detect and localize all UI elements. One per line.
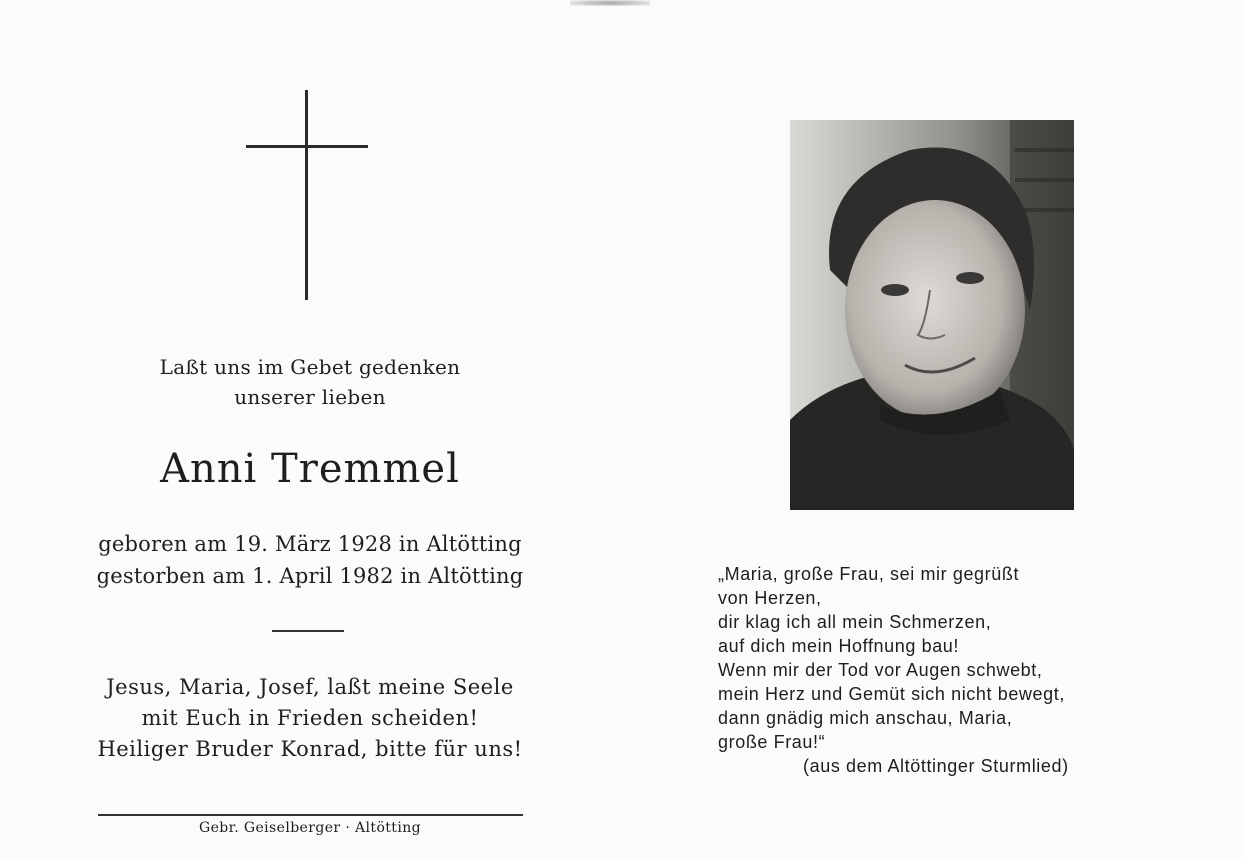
poem-line: mein Herz und Gemüt sich nicht bewegt, — [718, 684, 1065, 704]
cross-horizontal-bar — [246, 145, 368, 148]
poem-line: dir klag ich all mein Schmerzen, — [718, 612, 992, 632]
prayer-line: Jesus, Maria, Josef, laßt meine Seele — [106, 675, 514, 699]
intro-line: unserer lieben — [234, 385, 386, 409]
life-dates — [60, 528, 560, 592]
poem-line: von Herzen, — [718, 588, 822, 608]
prayer-line: mit Euch in Frieden scheiden! — [141, 706, 479, 730]
divider-short — [272, 630, 344, 632]
prayer-line: Heiliger Bruder Konrad, bitte für uns! — [97, 737, 523, 761]
prayer-text — [60, 672, 560, 765]
printer-imprint: Gebr. Geiselberger · Altötting — [199, 820, 421, 836]
portrait-photo — [790, 120, 1074, 510]
birth-line: geboren am 19. März 1928 in Altötting — [98, 532, 522, 556]
intro-text — [60, 352, 560, 412]
cross-vertical-bar — [305, 90, 308, 300]
fold-shadow — [570, 0, 650, 6]
intro-line: Laßt uns im Gebet gedenken — [159, 355, 461, 379]
poem-line: große Frau!“ — [718, 732, 826, 752]
divider-long — [98, 814, 523, 816]
poem-line: „Maria, große Frau, sei mir gegrüßt — [718, 564, 1020, 584]
poem-line: auf dich mein Hoffnung bau! — [718, 636, 960, 656]
portrait-illustration — [790, 120, 1074, 510]
poem-source: (aus dem Altöttinger Sturmlied) — [803, 756, 1069, 776]
deceased-name: Anni Tremmel — [160, 446, 460, 492]
death-line: gestorben am 1. April 1982 in Altötting — [96, 564, 524, 588]
poem-line: dann gnädig mich anschau, Maria, — [718, 708, 1013, 728]
poem-line: Wenn mir der Tod vor Augen schwebt, — [718, 660, 1043, 680]
poem-block — [718, 562, 1178, 778]
